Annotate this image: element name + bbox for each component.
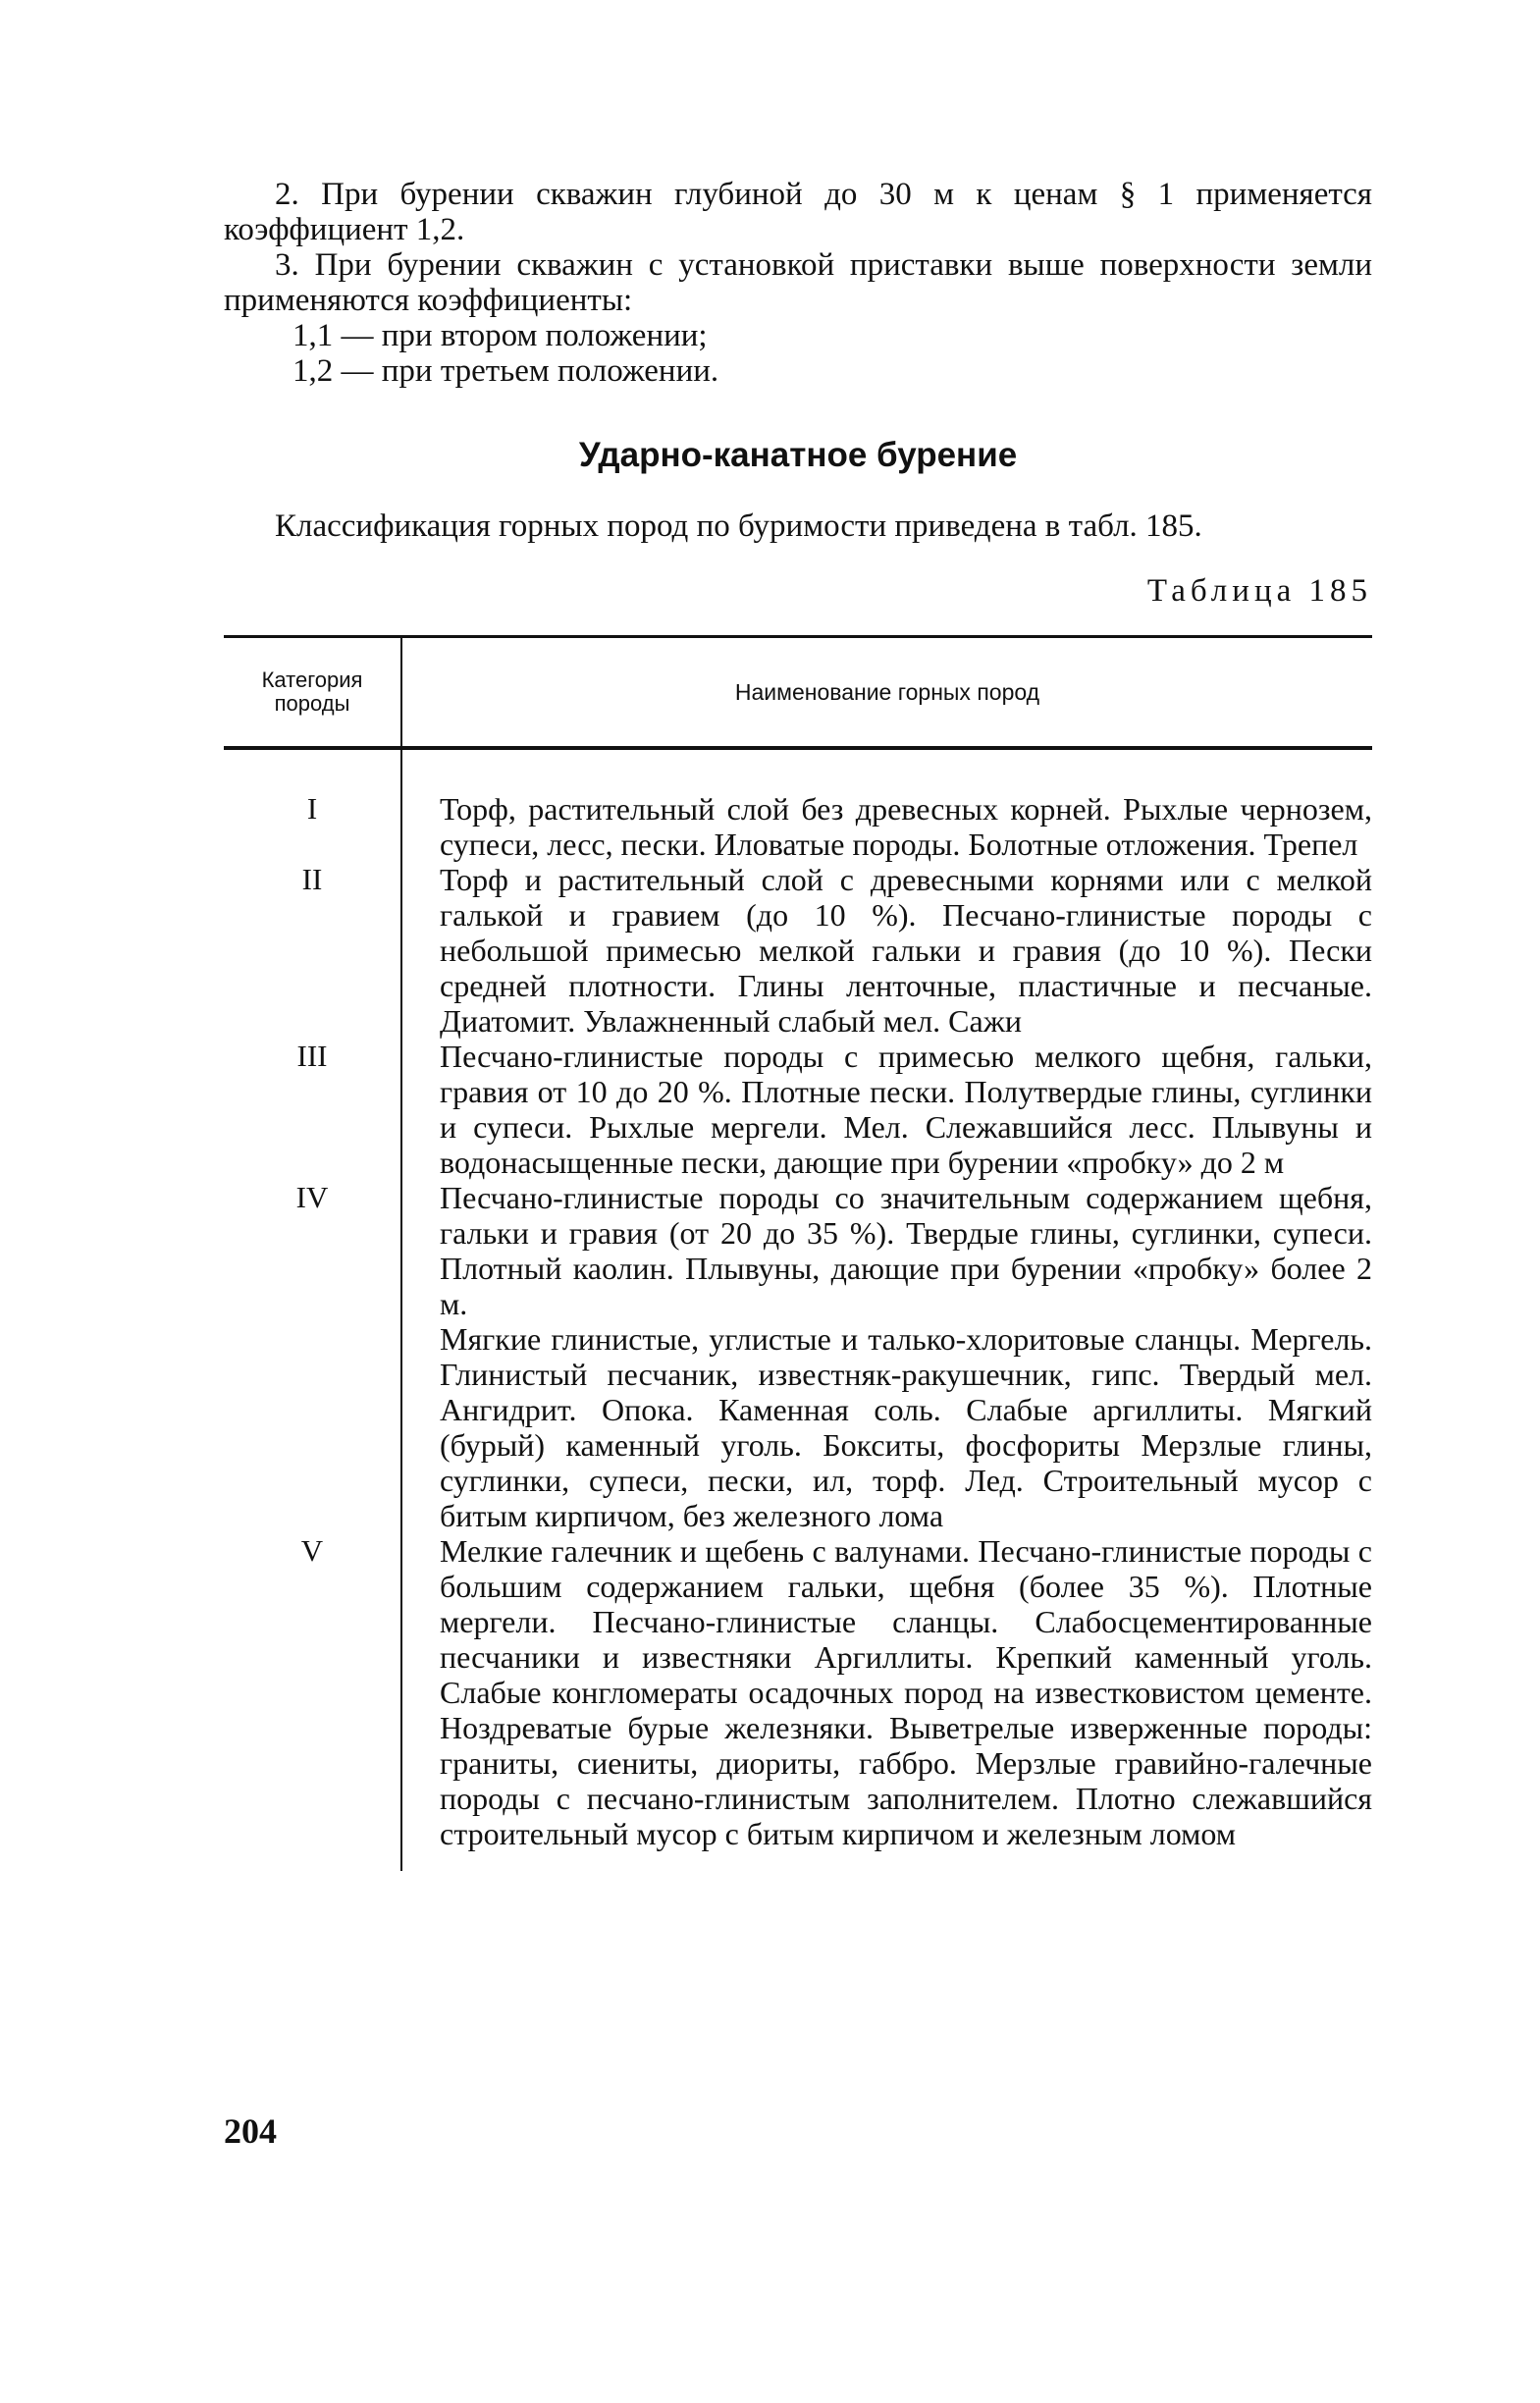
note-2: 2. При бурении скважин глубиной до 30 м к ценам § 1 применяется коэффициент 1,2.: [224, 177, 1372, 247]
intro-paragraph: Классификация горных пород по буримости приведена в табл. 185.: [275, 508, 1202, 544]
table-row: [224, 862, 1372, 1039]
header-category: Категория породы: [224, 638, 402, 746]
table-row: [224, 791, 1372, 862]
row-category: V: [300, 1533, 324, 1568]
coef-line-2: 1,2 — при третьем положении.: [292, 353, 719, 389]
row-description: Мелкие галечник и щебень с валунами. Песчано-глинистые породы с большим содержанием гальки, щебня (более 35 %). Плотные мергели. Песчано-глинистые сланцы. Слабосцементированные песчаники и известняки Аргиллиты. Крепкий каменный уголь. Слабые конгломераты осадочных пород на известковистом цементе. Ноздреватые бурые железняки. Выветрелые изверженные породы: граниты, сиениты, диориты, габбро. Мерзлые гравийно-галечные породы с песчано-глинистым заполнителем. Плотно слежавшийся строительный мусор с битым кирпичом и железным ломом: [440, 1533, 1372, 1851]
table-body: [224, 750, 1372, 1871]
note-3: 3. При бурении скважин с установкой приставки выше поверхности земли применяются коэффициенты:: [224, 247, 1372, 318]
row-description: Торф, растительный слой без древесных корней. Рыхлые чернозем, супеси, лесс, пески. Иловатые породы. Болотные отложения. Трепел: [440, 791, 1372, 862]
row-description: Торф и растительный слой с древесными корнями или с мелкой галькой и гравием (до 10 %). Песчано-глинистые породы с небольшой примесью мелкой гальки и гравия (до 10 %). Пески средней плотности. Глины ленточные, пластичные и песчаные. Диатомит. Увлажненный слабый мел. Сажи: [440, 862, 1372, 1039]
page-content: [224, 177, 1372, 1871]
coef-line-1: 1,1 — при втором положении;: [292, 318, 708, 353]
page-number: 204: [224, 2111, 277, 2151]
table-row: [224, 1180, 1372, 1321]
rock-classification-table: [224, 635, 1372, 1871]
table-caption: Таблица 185: [1146, 573, 1372, 609]
table-row: [224, 1039, 1372, 1180]
row-description: Песчано-глинистые породы с примесью мелкого щебня, гальки, гравия от 10 до 20 %. Плотные пески. Полутвердые глины, суглинки и супеси. Рыхлые мергели. Мел. Слежавшийся лесс. Плывуны и водонасыщенные пески, дающие при бурении «пробку» до 2 м: [440, 1039, 1372, 1180]
row-category: II: [301, 862, 323, 896]
row-category: I: [306, 791, 318, 826]
table-row: [224, 1321, 1372, 1533]
header-rock-name: Наименование горных пород: [734, 678, 1040, 705]
row-category: [224, 1321, 400, 1533]
section-title: Ударно-канатное бурение: [578, 436, 1018, 474]
table-row: [224, 1533, 1372, 1851]
row-description: Песчано-глинистые породы со значительным содержанием щебня, гальки и гравия (от 20 до 35 %). Твердые глины, суглинки, супеси. Плотный каолин. Плывуны, дающие при бурении «пробку» более 2 м.: [440, 1180, 1372, 1321]
row-category: III: [296, 1039, 328, 1073]
row-category: IV: [295, 1180, 329, 1214]
row-description: Мягкие глинистые, углистые и талько-хлоритовые сланцы. Мергель. Глинистый песчаник, известняк-ракушечник, гипс. Твердый мел. Ангидрит. Опока. Каменная соль. Слабые аргиллиты. Мягкий (бурый) каменный уголь. Бокситы, фосфориты Мерзлые глины, суглинки, супеси, пески, ил, торф. Лед. Строительный мусор с битым кирпичом, без железного лома: [440, 1321, 1372, 1533]
table-header-row: [224, 638, 1372, 746]
